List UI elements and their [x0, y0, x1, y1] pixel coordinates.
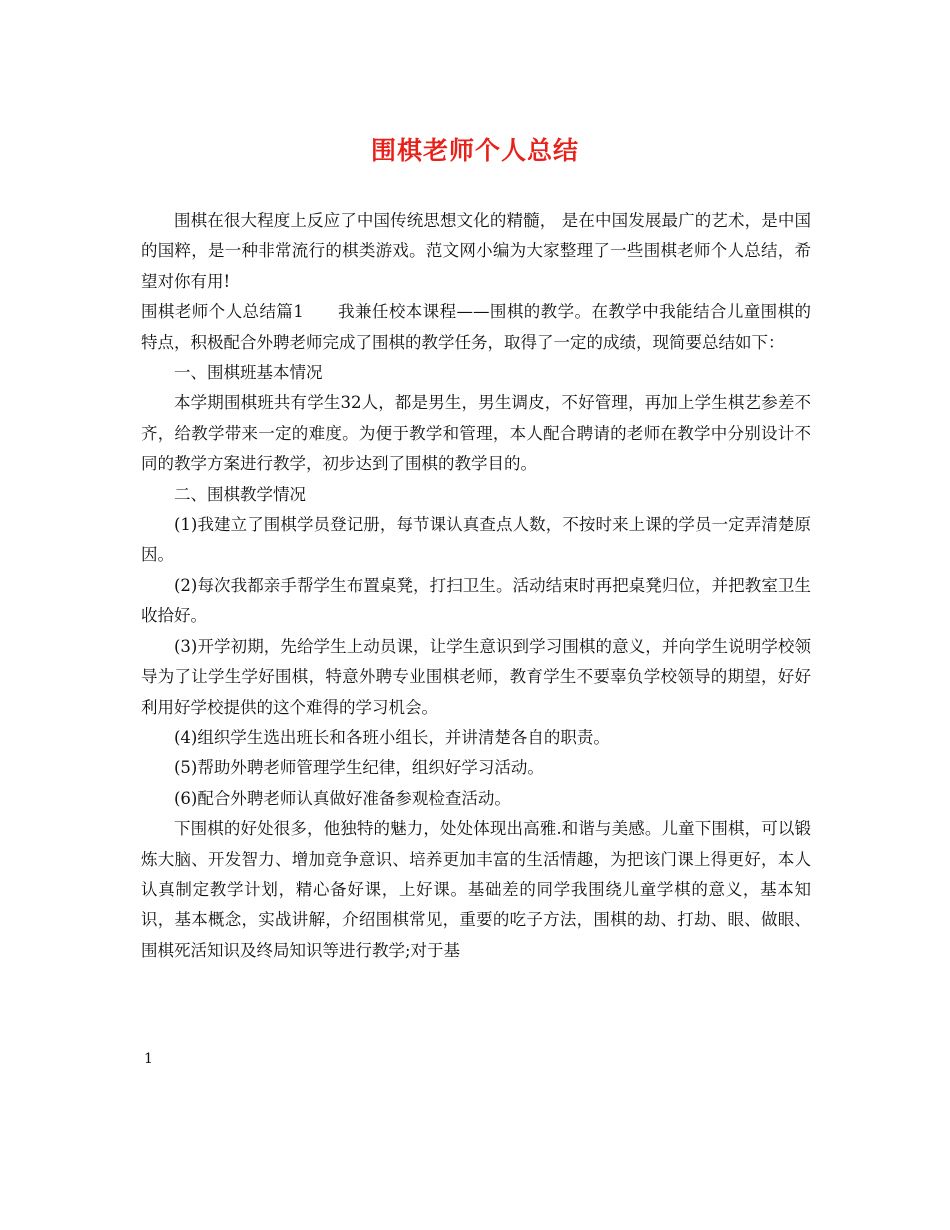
list-item-3: (3)开学初期，先给学生上动员课，让学生意识到学习围棋的意义，并向学生说明学校领导为了让学生学好围棋，特意外聘专业围棋老师，教育学生不要辜负学校领导的期望，好好利用好学校提供的这个难得的学习机会。 — [141, 636, 811, 717]
paragraph-basic-info: 本学期围棋班共有学生32人，都是男生，男生调皮，不好管理，再加上学生棋艺参差不齐，给教学带来一定的难度。为便于教学和管理，本人配合聘请的老师在教学中分别设计不同的教学方案进行教学，初步达到了围棋的教学目的。 — [141, 393, 811, 474]
list-item-1: (1)我建立了围棋学员登记册，每节课认真查点人数，不按时来上课的学员一定弄清楚原因。 — [141, 515, 811, 565]
paragraph-intro: 围棋在很大程度上反应了中国传统思想文化的精髓， 是在中国发展最广的艺术，是中国的国粹，是一种非常流行的棋类游戏。范文网小编为大家整理了一些围棋老师个人总结，希望对你有用! — [141, 211, 811, 291]
paragraph-benefits: 下围棋的好处很多，他独特的魅力，处处体现出高雅.和谐与美感。儿童下围棋，可以锻炼大脑、开发智力、增加竞争意识、培养更加丰富的生活情趣，为把该门课上得更好，本人认真制定教学计划，精心备好课，上好课。基础差的同学我围绕儿童学棋的意义，基本知识，基本概念，实战讲解，介绍围棋常见，重要的吃子方法，围棋的劫、打劫、眼、做眼、围棋死活知识及终局知识等进行教学;对于基 — [141, 819, 811, 960]
page-number: 1 — [144, 1051, 153, 1067]
document-title: 围棋老师个人总结 — [370, 136, 579, 165]
paragraph-opening: 围棋老师个人总结篇1 我兼任校本课程——围棋的教学。在教学中我能结合儿童围棋的特点，积极配合外聘老师完成了围棋的教学任务，取得了一定的成绩，现简要总结如下： — [141, 302, 811, 352]
list-item-4: (4)组织学生选出班长和各班小组长，并讲清楚各自的职责。 — [174, 727, 610, 747]
list-item-5: (5)帮助外聘老师管理学生纪律，组织好学习活动。 — [174, 758, 544, 778]
list-item-6: (6)配合外聘老师认真做好准备参观检查活动。 — [174, 788, 511, 808]
section-heading-teaching: 二、围棋教学情况 — [174, 484, 306, 504]
list-item-2: (2)每次我都亲手帮学生布置桌凳，打扫卫生。活动结束时再把桌凳归位，并把教室卫生收拾好。 — [141, 575, 811, 626]
document-body — [141, 206, 811, 966]
section-heading-basic: 一、围棋班基本情况 — [174, 363, 323, 383]
